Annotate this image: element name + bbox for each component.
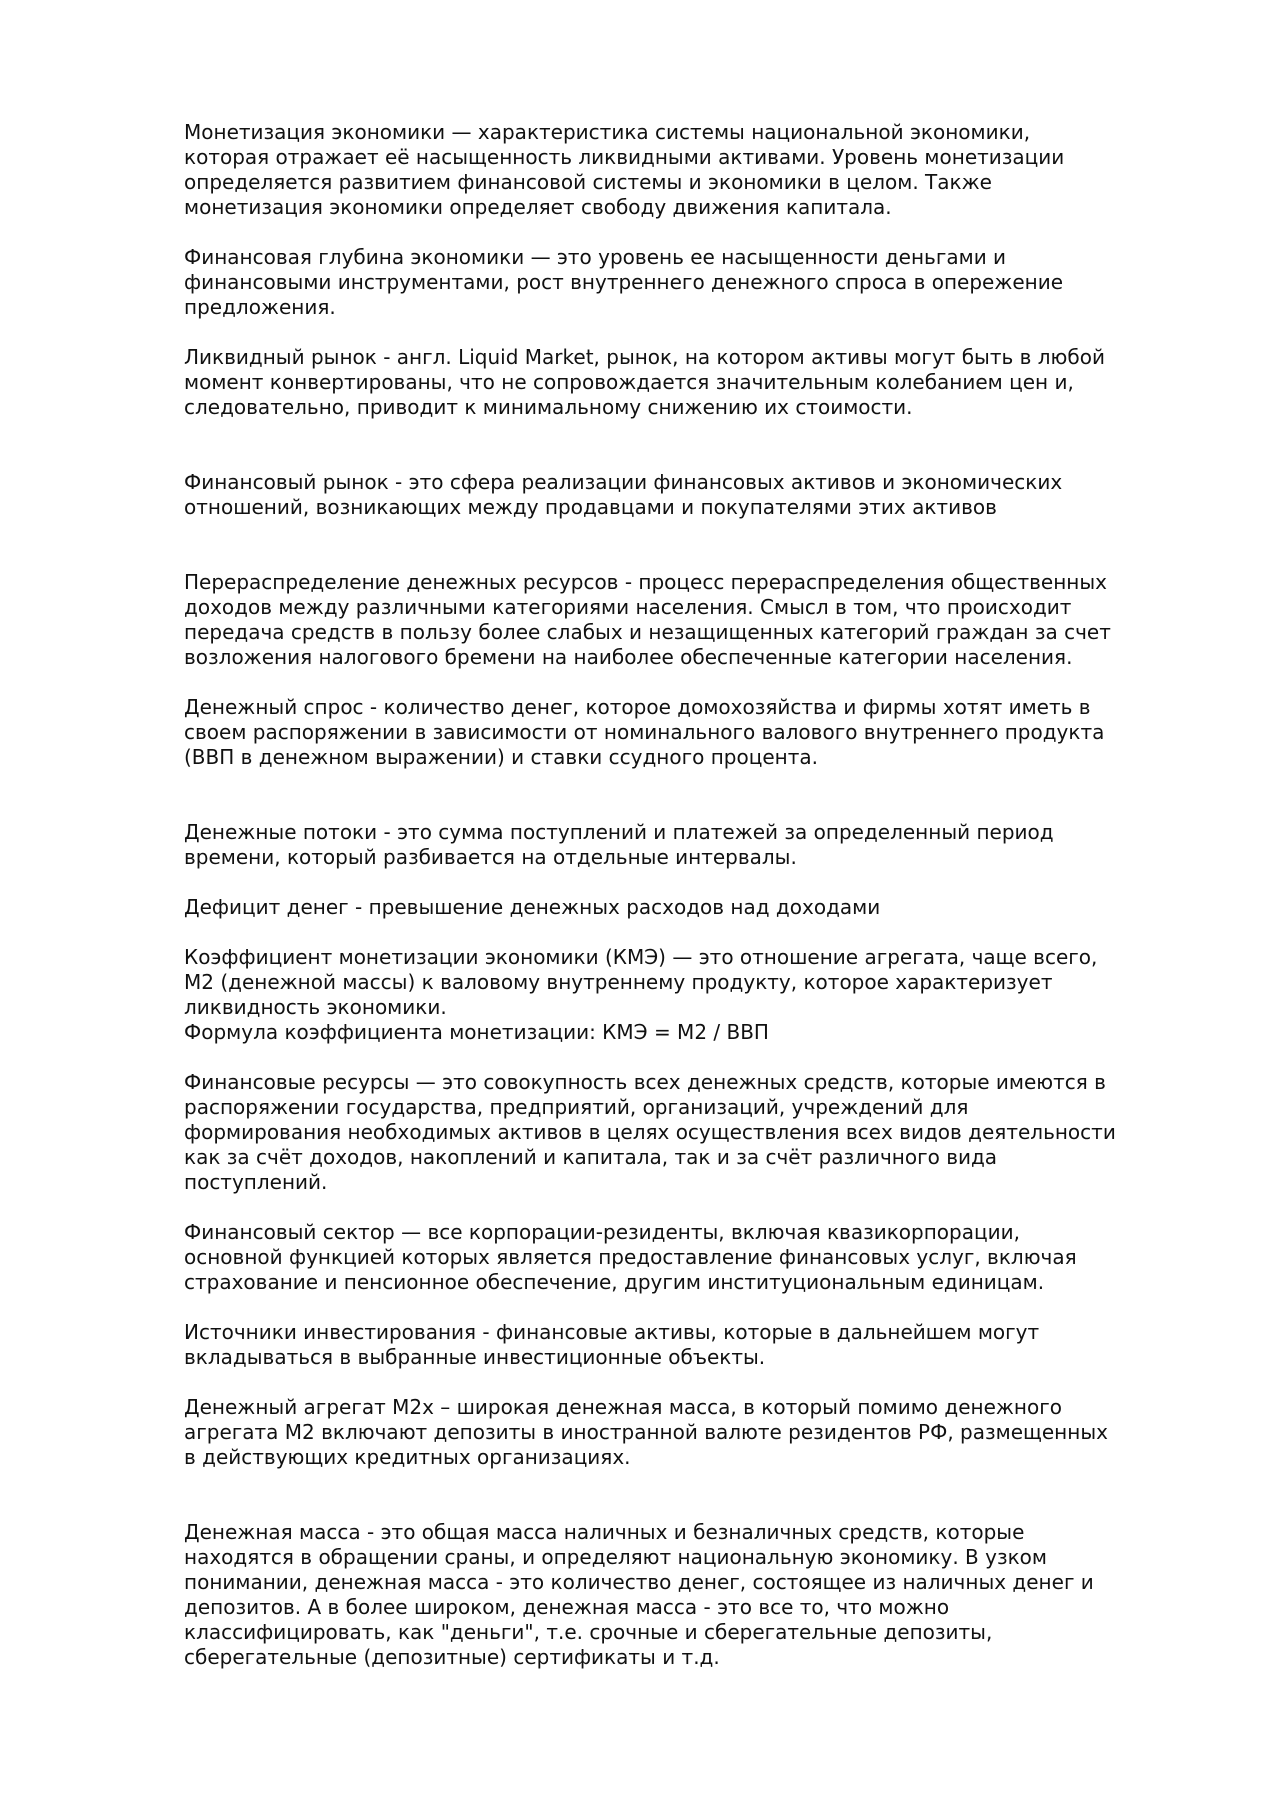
text-line: (ВВП в денежном выражении) и ставки ссудного процента. <box>184 745 818 769</box>
text-line: Финансовый сектор — все корпорации-резиденты, включая квазикорпорации, <box>184 1220 1020 1244</box>
paragraph-spacer <box>184 920 1194 945</box>
text-line: Финансовый рынок - это сфера реализации финансовых активов и экономических <box>184 470 1063 494</box>
paragraph-spacer <box>184 420 1194 470</box>
paragraph-m2x-aggregate <box>184 1395 1194 1470</box>
text-line: отношений, возникающих между продавцами и покупателями этих активов <box>184 495 997 519</box>
paragraph-monetization <box>184 120 1194 220</box>
text-line: поступлений. <box>184 1170 328 1194</box>
text-line: Финансовая глубина экономики — это уровень ее насыщенности деньгами и <box>184 245 1007 269</box>
paragraph-spacer <box>184 1195 1194 1220</box>
paragraph-money-supply <box>184 1520 1194 1670</box>
paragraph-financial-market <box>184 470 1194 520</box>
text-line: формирования необходимых активов в целях осуществления всех видов деятельности <box>184 1120 1116 1144</box>
text-line: возложения налогового бремени на наиболее обеспеченные категории населения. <box>184 645 1073 669</box>
text-line: Денежный спрос - количество денег, которое домохозяйства и фирмы хотят иметь в <box>184 695 1091 719</box>
paragraph-spacer <box>184 870 1194 895</box>
text-line: своем распоряжении в зависимости от номинального валового внутреннего продукта <box>184 720 1105 744</box>
text-line: в действующих кредитных организациях. <box>184 1445 631 1469</box>
text-line: вкладываться в выбранные инвестиционные объекты. <box>184 1345 766 1369</box>
text-line: доходов между различными категориями населения. Смысл в том, что происходит <box>184 595 1072 619</box>
text-line: М2 (денежной массы) к валовому внутреннему продукту, которое характеризует <box>184 970 1053 994</box>
text-line: передача средств в пользу более слабых и незащищенных категорий граждан за счет <box>184 620 1111 644</box>
text-line: агрегата М2 включают депозиты в иностранной валюте резидентов РФ, размещенных <box>184 1420 1108 1444</box>
paragraph-monetization-ratio <box>184 945 1194 1045</box>
paragraph-cash-flows <box>184 820 1194 870</box>
text-line: определяется развитием финансовой системы и экономики в целом. Также <box>184 170 992 194</box>
paragraph-financial-depth <box>184 245 1194 320</box>
paragraph-spacer <box>184 770 1194 820</box>
document-body <box>184 120 1194 1670</box>
text-line: классифицировать, как "деньги", т.е. срочные и сберегательные депозиты, <box>184 1620 993 1644</box>
text-line: распоряжении государства, предприятий, организаций, учреждений для <box>184 1095 969 1119</box>
text-line: страхование и пенсионное обеспечение, другим институциональным единицам. <box>184 1270 1045 1294</box>
text-line: Перераспределение денежных ресурсов - процесс перераспределения общественных <box>184 570 1107 594</box>
text-line: как за счёт доходов, накоплений и капитала, так и за счёт различного вида <box>184 1145 998 1169</box>
text-line: предложения. <box>184 295 336 319</box>
text-line: Денежная масса - это общая масса наличных и безналичных средств, которые <box>184 1520 1025 1544</box>
paragraph-spacer <box>184 670 1194 695</box>
paragraph-money-demand <box>184 695 1194 770</box>
text-line: находятся в обращении сраны, и определяют национальную экономику. В узком <box>184 1545 1047 1569</box>
text-line: Источники инвестирования - финансовые активы, которые в дальнейшем могут <box>184 1320 1040 1344</box>
text-line: финансовыми инструментами, рост внутреннего денежного спроса в опережение <box>184 270 1064 294</box>
text-line: следовательно, приводит к минимальному снижению их стоимости. <box>184 395 913 419</box>
paragraph-redistribution <box>184 570 1194 670</box>
text-line: депозитов. А в более широком, денежная масса - это все то, что можно <box>184 1595 950 1619</box>
paragraph-spacer <box>184 1470 1194 1520</box>
text-line: монетизация экономики определяет свободу движения капитала. <box>184 195 892 219</box>
paragraph-spacer <box>184 220 1194 245</box>
text-line: Денежный агрегат М2х – широкая денежная масса, в который помимо денежного <box>184 1395 1062 1419</box>
text-line: понимании, денежная масса - это количество денег, состоящее из наличных денег и <box>184 1570 1094 1594</box>
text-line: сберегательные (депозитные) сертификаты и т.д. <box>184 1645 720 1669</box>
text-line: Денежные потоки - это сумма поступлений и платежей за определенный период <box>184 820 1054 844</box>
text-line: ликвидность экономики. <box>184 995 447 1019</box>
paragraph-spacer <box>184 320 1194 345</box>
paragraph-investment-sources <box>184 1320 1194 1370</box>
paragraph-money-deficit <box>184 895 1194 920</box>
paragraph-spacer <box>184 1295 1194 1320</box>
paragraph-financial-resources <box>184 1070 1194 1195</box>
text-line: Дефицит денег - превышение денежных расходов над доходами <box>184 895 881 919</box>
paragraph-spacer <box>184 1370 1194 1395</box>
text-line: момент конвертированы, что не сопровождается значительным колебанием цен и, <box>184 370 1074 394</box>
text-line: Финансовые ресурсы — это совокупность всех денежных средств, которые имеются в <box>184 1070 1106 1094</box>
formula-line: Формула коэффициента монетизации: КМЭ = М2 / ВВП <box>184 1020 769 1044</box>
text-line: времени, который разбивается на отдельные интервалы. <box>184 845 797 869</box>
text-line: основной функцией которых является предоставление финансовых услуг, включая <box>184 1245 1077 1269</box>
paragraph-spacer <box>184 520 1194 570</box>
paragraph-liquid-market <box>184 345 1194 420</box>
text-line: Коэффициент монетизации экономики (КМЭ) — это отношение агрегата, чаще всего, <box>184 945 1098 969</box>
text-line: Ликвидный рынок - англ. Liquid Market, рынок, на котором активы могут быть в любой <box>184 345 1105 369</box>
text-line: Монетизация экономики — характеристика системы национальной экономики, <box>184 120 1031 144</box>
paragraph-financial-sector <box>184 1220 1194 1295</box>
paragraph-spacer <box>184 1045 1194 1070</box>
text-line: которая отражает её насыщенность ликвидными активами. Уровень монетизации <box>184 145 1065 169</box>
